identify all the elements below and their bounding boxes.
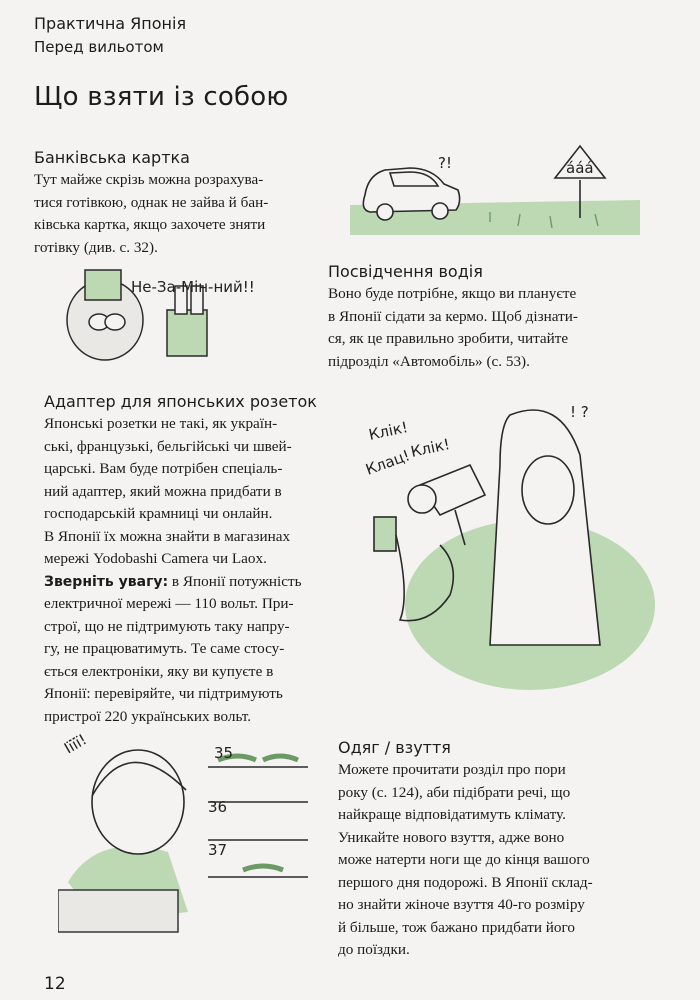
text-line: й більше, тож бажано придбати його: [338, 918, 575, 936]
text-line: електричної мережі — 110 вольт. При-: [44, 595, 294, 612]
text-line: ється електроніки, яку ви купуєте в: [44, 662, 274, 680]
shout-text: Іїїї!: [61, 730, 90, 758]
size-37: 37: [208, 841, 228, 859]
page-number: 12: [44, 974, 66, 994]
text-line: в Японії потужність: [168, 572, 302, 590]
text-line: готівку (див. с. 32).: [34, 238, 158, 256]
text-line: тися готівкою, однак не зайва й бан-: [34, 193, 269, 211]
size-35: 35: [214, 744, 234, 762]
sound-click-2: Клік!: [409, 435, 452, 461]
text-line: пристрої 220 українських вольт.: [44, 707, 252, 725]
bank-card-heading: Банківська картка: [34, 148, 190, 167]
text-line: господарській крамниці чи онлайн.: [44, 505, 273, 522]
shoes-illustration: [58, 712, 320, 947]
text-line: строї, що не підтримують таку напру-: [44, 617, 290, 635]
text-line: Японії: перевіряйте, чи підтримують: [44, 685, 283, 702]
section-title: Перед вильотом: [34, 38, 164, 56]
text-line: Воно буде потрібне, якщо ви плануєте: [328, 285, 577, 302]
page-title: Що взяти із собою: [34, 82, 289, 112]
sound-clack: Клац!: [363, 446, 413, 479]
clothes-heading: Одяг / взуття: [338, 738, 451, 757]
bank-card-text: [34, 169, 324, 259]
text-line: ські, французькі, бельгійські чи швей-: [44, 437, 292, 455]
card-speech: Не-За-Мін-ний!!: [131, 278, 255, 296]
woman-face-icon: [92, 750, 186, 854]
text-line: може натерти ноги ще до кінця вашого: [338, 851, 590, 868]
license-text: [328, 283, 658, 373]
text-line: Японські розетки не такі, як україн-: [44, 415, 278, 432]
text-line: Можете прочитати розділ про пори: [338, 761, 566, 778]
car-illustration: [340, 140, 640, 240]
text-line: підрозділ «Автомобіль» (с. 53).: [328, 352, 530, 370]
text-line: Тут майже скрізь можна розрахува-: [34, 171, 264, 188]
text-line: гу, не працюватимуть. Те саме стосу-: [44, 640, 285, 657]
text-line: мережі Yodobashi Camera чи Laox.: [44, 550, 267, 567]
text-line: царські. Вам буде потрібен спеціаль-: [44, 460, 283, 477]
book-title: Практична Японія: [34, 14, 187, 33]
text-line: ківська картка, якщо захочете зняти: [34, 216, 266, 233]
sound-click-1: Клік!: [367, 418, 410, 444]
text-line: найкраще відповідатимуть клімату.: [338, 806, 566, 823]
car-exclaim: ?!: [438, 154, 452, 172]
license-heading: Посвідчення водія: [328, 262, 483, 281]
clothes-text: [338, 759, 640, 962]
stool-icon: [58, 890, 178, 932]
size-36: 36: [208, 798, 228, 816]
text-line: Уникайте нового взуття, адже воно: [338, 828, 565, 846]
text-line: но знайти жіноче взуття 40-го розміру: [338, 896, 585, 913]
text-line: ний адаптер, який можна придбати в: [44, 482, 282, 500]
sign-text: ááá: [566, 159, 594, 177]
text-line: до поїздки.: [338, 941, 410, 958]
adapter-text: [44, 413, 340, 728]
text-line: першого дня подорожі. В Японії склад-: [338, 873, 593, 891]
card-character-illustration: [55, 262, 285, 372]
note-label: Зверніть увагу:: [44, 573, 169, 590]
confused-marks: ! ?: [570, 403, 589, 421]
text-line: ся, як це правильно зробити, читайте: [328, 330, 569, 347]
card-hand-icon: [167, 286, 207, 356]
text-line: року (с. 124), аби підібрати речі, що: [338, 783, 571, 801]
text-line: в Японії сідати за кермо. Щоб дізнати-: [328, 307, 578, 325]
hairdryer-illustration: [360, 395, 660, 695]
adapter-heading: Адаптер для японських розеток: [44, 392, 317, 411]
woman-figure-icon: [490, 410, 600, 645]
text-line: В Японії їх можна знайти в магазинах: [44, 527, 291, 545]
